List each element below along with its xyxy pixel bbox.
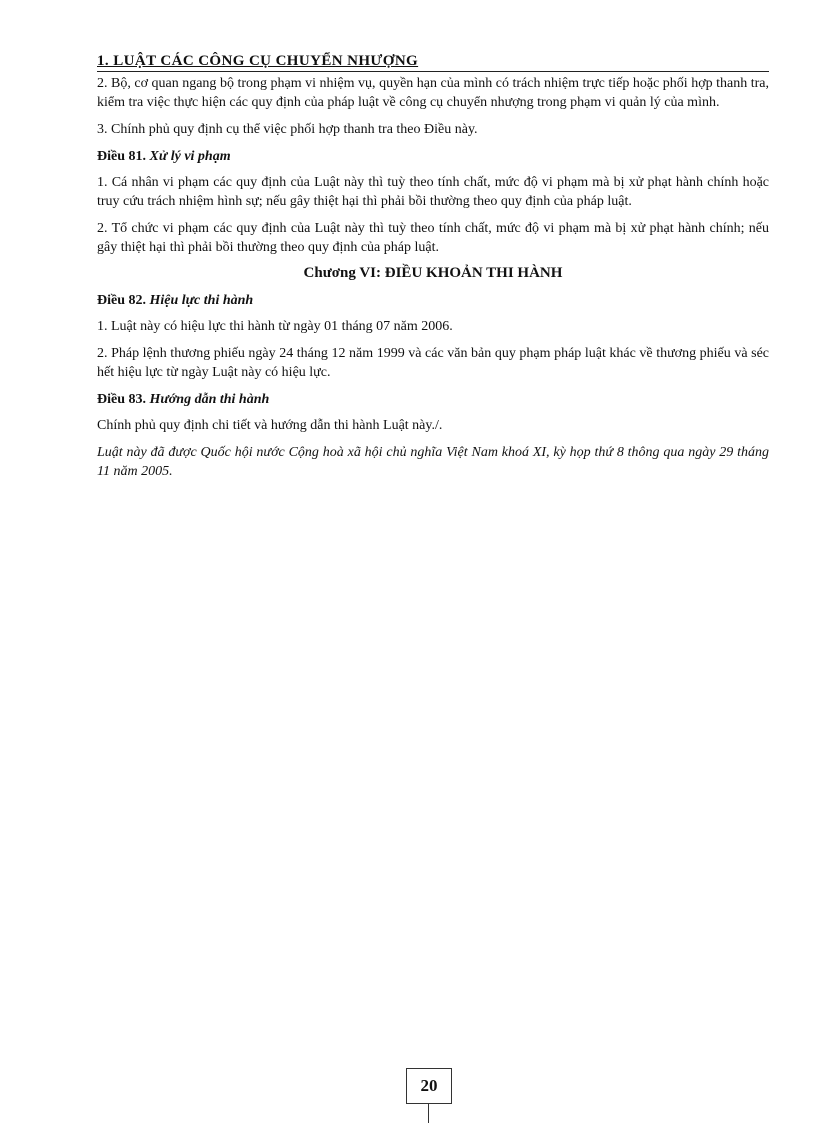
page-number: 20 <box>406 1068 452 1104</box>
article-82-heading <box>97 291 769 310</box>
article-82-title: Hiệu lực thi hành <box>149 293 254 308</box>
article-81-heading <box>97 147 769 166</box>
document-body <box>97 74 769 489</box>
article-82-paragraph-2: 2. Pháp lệnh thương phiếu ngày 24 tháng 12 năm 1999 và các văn bản quy phạm pháp luật khác về thương phiếu và séc hết hiệu lực từ ngày Luật này có hiệu lực. <box>97 346 769 380</box>
document-title: 1. LUẬT CÁC CÔNG CỤ CHUYỂN NHƯỢNG <box>97 53 419 69</box>
article-83-paragraph-1: Chính phủ quy định chi tiết và hướng dẫn thi hành Luật này./. <box>97 418 443 433</box>
article-82-paragraph-1: 1. Luật này có hiệu lực thi hành từ ngày 01 tháng 07 năm 2006. <box>97 319 453 334</box>
article-81-paragraph-2: 2. Tổ chức vi phạm các quy định của Luật này thì tuỳ theo tính chất, mức độ vi phạm mà bị xử phạt hành chính; nếu gây thiệt hại thì phải bồi thường theo quy định của pháp luật. <box>97 221 769 255</box>
article-83-heading <box>97 390 769 409</box>
article-82-label: Điều 82. <box>97 293 146 308</box>
article-83-title: Hướng dẫn thi hành <box>149 392 270 407</box>
article-81-title: Xử lý vi phạm <box>149 149 231 164</box>
paragraph-inspection-coordination: 3. Chính phủ quy định cụ thể việc phối hợp thanh tra theo Điều này. <box>97 122 478 137</box>
page-header <box>97 52 769 72</box>
paragraph-inspection-duty: 2. Bộ, cơ quan ngang bộ trong phạm vi nhiệm vụ, quyền hạn của mình có trách nhiệm trực tiếp hoặc phối hợp thanh tra, kiểm tra việc thực hiện các quy định của pháp luật về công cụ chuyển nhượng trong phạm vi quản lý của mình. <box>97 76 769 110</box>
article-83-label: Điều 83. <box>97 392 146 407</box>
closing-note: Luật này đã được Quốc hội nước Cộng hoà xã hội chủ nghĩa Việt Nam khoá XI, kỳ họp thứ 8 thông qua ngày 29 tháng 11 năm 2005. <box>97 445 769 479</box>
article-81-label: Điều 81. <box>97 149 146 164</box>
page-number-stem <box>428 1104 429 1123</box>
chapter-6-heading: Chương VI: ĐIỀU KHOẢN THI HÀNH <box>303 265 563 281</box>
article-81-paragraph-1: 1. Cá nhân vi phạm các quy định của Luật này thì tuỳ theo tính chất, mức độ vi phạm mà bị xử phạt hành chính hoặc truy cứu trách nhiệm hình sự; nếu gây thiệt hại thì phải bồi thường theo quy định của pháp luật. <box>97 175 769 209</box>
